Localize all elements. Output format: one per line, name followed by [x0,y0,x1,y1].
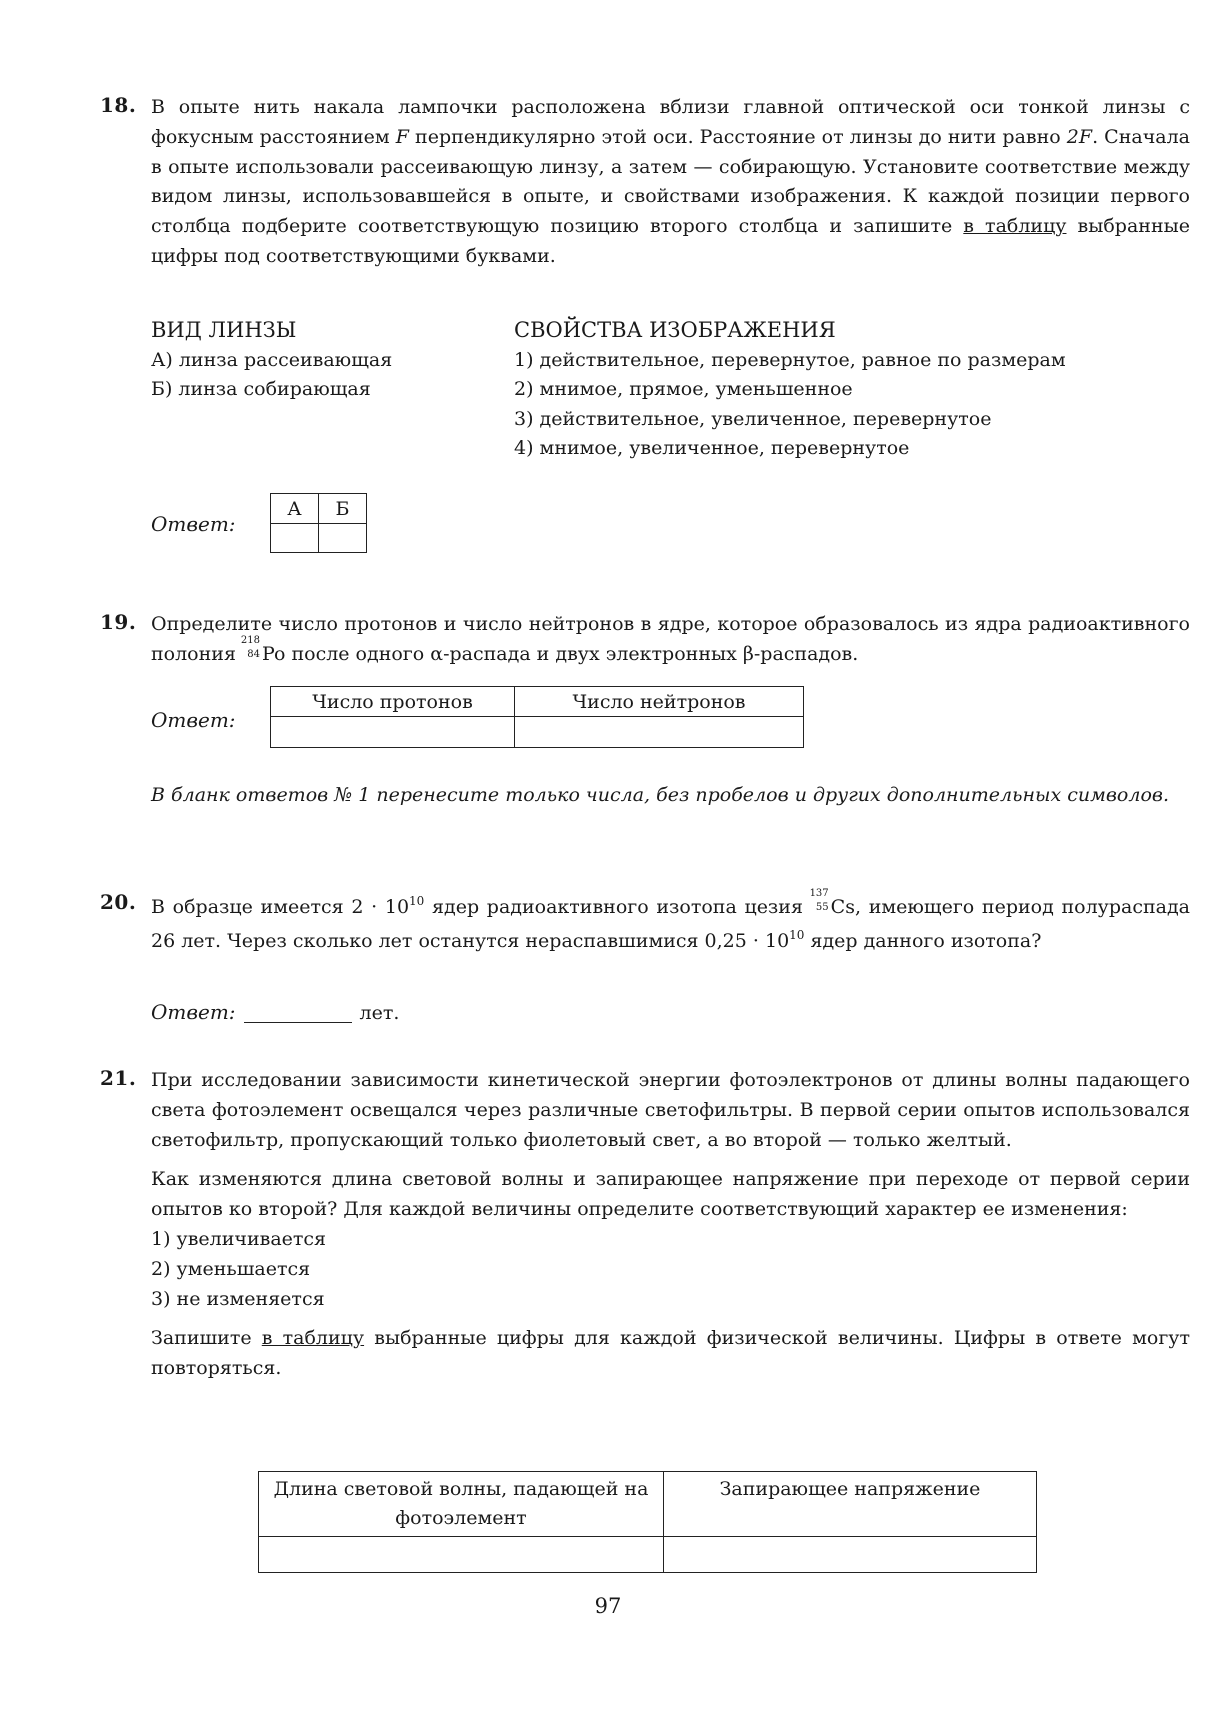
task-text: Определите число протонов и число нейтронов в ядре, которое образовалось из ядра радиоактивного полония 218 84 Po после одного α-распада и двух электронных β-распадов. [151,613,1190,665]
answer-cell[interactable] [319,524,367,553]
task-number: 18. [100,93,137,117]
list-item: 2) мнимое, прямое, уменьшенное [514,378,853,400]
answer-label: Ответ: [151,512,236,536]
list-item: 3) не изменяется [151,1287,325,1310]
list-item: 3) действительное, увеличенное, перевернутое [514,407,992,430]
beta-symbol: β [742,642,754,665]
answer-label: Ответ: [151,1000,236,1024]
list-item: 4) мнимое, увеличенное, перевернутое [514,437,910,459]
answer-table-21 [258,1471,1037,1573]
polonium-nuclide: 218 84 [240,634,260,660]
answer-label: Ответ: [151,708,236,732]
task-text [151,1066,1190,1384]
task-number: 21. [100,1066,137,1090]
answer-cell[interactable] [664,1537,1037,1573]
list-item: 1) действительное, перевернутое, равное по размерам [514,348,1066,371]
table-header: Число протонов [271,687,515,717]
answer-cell[interactable] [271,524,319,553]
task-20 [100,890,1190,958]
table-header: А [271,494,319,524]
table-header: Б [319,494,367,524]
table-header: Длина световой волны, падающей на фотоэлемент [259,1472,664,1537]
answer-cell[interactable] [259,1537,664,1573]
paragraph: При исследовании зависимости кинетической энергии фотоэлектронов от длины волны падающего света фотоэлемент освещался через различные светофильтры. В первой серии опытов использовался светофильтр, пропускающий только фиолетовый свет, а во второй — только желтый. [151,1069,1190,1151]
image-properties-column [514,316,1066,464]
paragraph: Как изменяются длина световой волны и запирающее напряжение при переходе от первой серии опытов ко второй? Для каждой величины определите соответствующий характер ее изменения: [151,1168,1190,1221]
page-number: 97 [594,1594,622,1618]
answer-blank[interactable] [244,1002,352,1023]
answer-cell[interactable] [515,717,804,748]
task-number: 19. [100,610,137,634]
focal-length-var: F [395,125,409,148]
list-item: 1) увеличивается [151,1227,327,1250]
answer-cell[interactable] [271,717,515,748]
answer-table-18 [270,493,367,553]
answer-unit: лет. [359,1002,400,1024]
instruction-note: В бланк ответов № 1 перенесите только числа, без пробелов и других дополнительных символов. [151,784,1170,806]
task-19 [100,610,1190,670]
lens-type-column [151,316,392,405]
task-21 [100,1066,1190,1384]
task-18 [100,93,1190,272]
column-heading: ВИД ЛИНЗЫ [151,318,297,342]
cesium-nuclide: 137 55 [809,888,829,913]
distance-var: 2F [1066,125,1093,148]
task-number: 20. [100,890,137,914]
table-header: Запирающее напряжение [664,1472,1037,1537]
answer-table-19 [270,686,804,748]
task-text: В образце имеется $2 \cdot 10^{10}$ ядер радиоактивного изотопа цезия 137 55 Cs, имеющего период полураспада 26 лет. Через сколько лет останутся нераспавшимися $0,25 \cdot 10^{10}$ ядер данного изотопа? [151,888,1190,952]
answer-line-20 [151,1000,399,1024]
list-item: 2) уменьшается [151,1257,311,1280]
list-item: А) линза рассеивающая [151,348,393,371]
paragraph: Запишите в таблицу выбранные цифры для каждой физической величины. Цифры в ответе могут повторяться. [151,1327,1190,1380]
task-text: В опыте нить накала лампочки расположена вблизи главной оптической оси тонкой линзы с фокусным расстоянием F перпендикулярно этой оси. Расстояние от линзы до нити равно 2F. Сначала в опыте использовали рассеивающую линзу, а затем — собирающую. Установите соответствие между видом линзы, использовавшейся в опыте, и свойствами изображения. К каждой позиции первого столбца подберите соответствующую позицию второго столбца и запишите в таблицу выбранные цифры под соответствующими буквами. [151,96,1190,267]
alpha-symbol: α [430,642,444,665]
table-link: в таблицу [261,1327,365,1350]
table-header: Число нейтронов [515,687,804,717]
table-link: в таблицу [963,215,1067,238]
column-heading: СВОЙСТВА ИЗОБРАЖЕНИЯ [514,318,836,342]
list-item: Б) линза собирающая [151,378,371,400]
